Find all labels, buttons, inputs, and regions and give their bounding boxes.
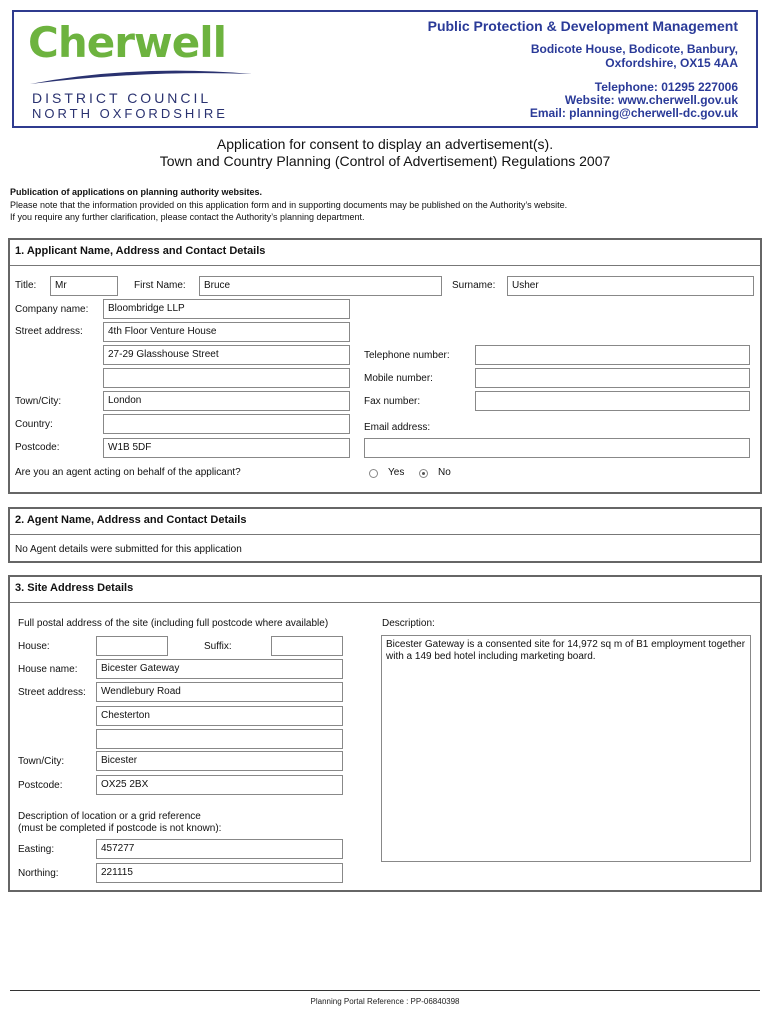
council-region: NORTH OXFORDSHIRE bbox=[32, 106, 228, 121]
section-1-divider bbox=[10, 265, 760, 266]
email-label: Email address: bbox=[364, 422, 431, 433]
council-logo: Cherwell bbox=[28, 18, 227, 67]
form-subtitle: Town and Country Planning (Control of Advertisement) Regulations 2007 bbox=[159, 153, 611, 169]
portal-reference: Planning Portal Reference : PP-06840398 bbox=[310, 997, 460, 1006]
section-3-title: 3. Site Address Details bbox=[15, 582, 134, 594]
section-2-title: 2. Agent Name, Address and Contact Details bbox=[15, 514, 247, 526]
easting-field[interactable]: 457277 bbox=[96, 839, 343, 859]
street-label: Street address: bbox=[15, 326, 83, 337]
site-town-field[interactable]: Bicester bbox=[96, 751, 343, 771]
suffix-field[interactable] bbox=[271, 636, 343, 656]
email-field[interactable] bbox=[364, 438, 750, 458]
title-field[interactable]: Mr bbox=[50, 276, 118, 296]
publication-note-1: Please note that the information provided on this application form and in supporting documents may be published on the Authority’s website. bbox=[10, 200, 568, 210]
postcode-field[interactable]: W1B 5DF bbox=[103, 438, 350, 458]
street-field-2[interactable]: 27-29 Glasshouse Street bbox=[103, 345, 350, 365]
company-field[interactable]: Bloombridge LLP bbox=[103, 299, 350, 319]
publication-heading: Publication of applications on planning authority websites. bbox=[10, 187, 263, 197]
northing-field[interactable]: 221115 bbox=[96, 863, 343, 883]
first-name-field[interactable]: Bruce bbox=[199, 276, 442, 296]
mobile-field[interactable] bbox=[475, 368, 750, 388]
letterhead bbox=[12, 10, 758, 128]
postcode-label: Postcode: bbox=[15, 442, 60, 453]
northing-label: Northing: bbox=[18, 868, 59, 879]
address-line-1: Bodicote House, Bodicote, Banbury, bbox=[530, 42, 738, 56]
website-link[interactable]: Website: www.cherwell.gov.uk bbox=[564, 93, 738, 107]
section-3-divider bbox=[10, 602, 760, 603]
surname-field[interactable]: Usher bbox=[507, 276, 754, 296]
address-line-2: Oxfordshire, OX15 4AA bbox=[605, 56, 738, 70]
country-label: Country: bbox=[15, 419, 53, 430]
title-label: Title: bbox=[15, 280, 37, 291]
department-name: Public Protection & Development Management bbox=[427, 18, 738, 34]
street-field-3[interactable] bbox=[103, 368, 350, 388]
country-field[interactable] bbox=[103, 414, 350, 434]
site-postcode-label: Postcode: bbox=[18, 780, 63, 791]
agent-yes-radio[interactable] bbox=[369, 469, 378, 478]
email-link[interactable]: Email: planning@cherwell-dc.gov.uk bbox=[529, 106, 738, 120]
fax-label: Fax number: bbox=[364, 396, 421, 407]
site-street-field-1[interactable]: Wendlebury Road bbox=[96, 682, 343, 702]
house-name-label: House name: bbox=[18, 664, 78, 675]
telephone-field[interactable] bbox=[475, 345, 750, 365]
full-address-label: Full postal address of the site (including full postcode where available) bbox=[18, 618, 329, 629]
telephone-label: Telephone number: bbox=[364, 350, 450, 361]
site-postcode-field[interactable]: OX25 2BX bbox=[96, 775, 343, 795]
street-field-1[interactable]: 4th Floor Venture House bbox=[103, 322, 350, 342]
site-street-field-2[interactable]: Chesterton bbox=[96, 706, 343, 726]
footer-rule bbox=[10, 990, 760, 991]
house-name-field[interactable]: Bicester Gateway bbox=[96, 659, 343, 679]
mobile-label: Mobile number: bbox=[364, 373, 433, 384]
town-field[interactable]: London bbox=[103, 391, 350, 411]
fax-field[interactable] bbox=[475, 391, 750, 411]
section-1-title: 1. Applicant Name, Address and Contact Details bbox=[15, 245, 266, 257]
first-name-label: First Name: bbox=[134, 280, 186, 291]
radio-selected-dot bbox=[422, 472, 425, 475]
council-name: DISTRICT COUNCIL bbox=[32, 90, 212, 106]
description-label: Description: bbox=[382, 618, 435, 629]
no-agent-note: No Agent details were submitted for this application bbox=[15, 544, 242, 555]
form-title: Application for consent to display an advertisement(s). bbox=[216, 136, 554, 152]
grid-ref-label-1: Description of location or a grid reference bbox=[18, 811, 201, 822]
agent-yes-label: Yes bbox=[388, 467, 405, 478]
grid-ref-label-2: (must be completed if postcode is not known): bbox=[18, 823, 222, 834]
logo-swoosh-icon bbox=[26, 66, 256, 88]
surname-label: Surname: bbox=[452, 280, 496, 291]
house-label: House: bbox=[18, 641, 50, 652]
easting-label: Easting: bbox=[18, 844, 55, 855]
site-street-field-3[interactable] bbox=[96, 729, 343, 749]
suffix-label: Suffix: bbox=[204, 641, 232, 652]
agent-no-label: No bbox=[438, 467, 451, 478]
town-label: Town/City: bbox=[15, 396, 62, 407]
company-label: Company name: bbox=[15, 304, 89, 315]
site-town-label: Town/City: bbox=[18, 756, 65, 767]
publication-note-2: If you require any further clarification, please contact the Authority’s planning department. bbox=[10, 212, 365, 222]
agent-question: Are you an agent acting on behalf of the applicant? bbox=[15, 467, 241, 478]
site-street-label: Street address: bbox=[18, 687, 86, 698]
agent-no-radio[interactable] bbox=[419, 469, 428, 478]
house-field[interactable] bbox=[96, 636, 168, 656]
description-field[interactable]: Bicester Gateway is a consented site for 14,972 sq m of B1 employment together with a 149 bed hotel including marketing board. bbox=[381, 635, 751, 862]
section-2-divider bbox=[10, 534, 760, 535]
telephone-line: Telephone: 01295 227006 bbox=[594, 80, 738, 94]
